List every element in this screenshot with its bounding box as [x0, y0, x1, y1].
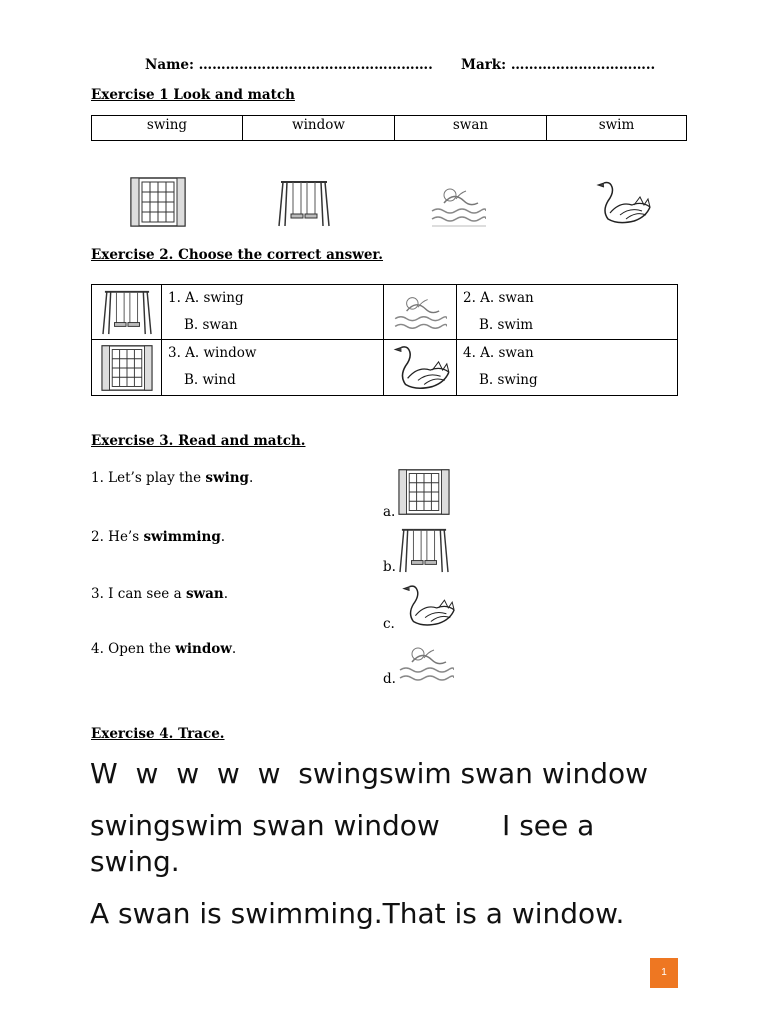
quiz-picture-cell — [384, 340, 457, 396]
word-cell: swan — [395, 116, 547, 141]
swim-icon — [393, 290, 447, 334]
quiz-picture-cell — [92, 340, 162, 396]
sentence-2: 2. He’s swimming. — [91, 529, 226, 545]
trace-line-4: A swan is swimming.That is a window. — [90, 897, 625, 930]
option-label-d: d. — [383, 671, 396, 687]
swim-icon — [430, 181, 486, 227]
option-a[interactable]: 3. A. window — [168, 345, 257, 361]
mark-label: Mark: — [461, 57, 507, 73]
swan-icon — [387, 343, 453, 393]
word-cell: window — [243, 116, 395, 141]
exercise-4-title: Exercise 4. Trace. — [91, 726, 225, 742]
sentence-3: 3. I can see a swan. — [91, 586, 229, 602]
swing-icon[interactable] — [398, 526, 450, 574]
trace-line-2: swingswim swan window I see a — [90, 809, 595, 842]
trace-line-1: W w w w w swingswim swan window — [90, 757, 649, 790]
page-number-badge: 1 — [650, 958, 678, 988]
window-icon[interactable] — [398, 468, 450, 516]
swan-icon — [590, 179, 654, 227]
swan-icon[interactable] — [396, 582, 458, 630]
exercise-1-word-table — [91, 115, 687, 141]
quiz-option-cell[interactable] — [457, 285, 678, 340]
sentence-4: 4. Open the window. — [91, 641, 237, 657]
exercise-2-quiz-table — [91, 284, 678, 396]
name-field[interactable] — [145, 57, 433, 73]
word-cell: swim — [547, 116, 687, 141]
swing-icon — [277, 178, 331, 228]
swing-icon — [100, 288, 154, 336]
option-b[interactable]: B. swim — [479, 317, 534, 333]
quiz-option-cell[interactable] — [457, 340, 678, 396]
option-a[interactable]: 2. A. swan — [463, 290, 534, 306]
window-icon — [101, 344, 153, 392]
option-label-c: c. — [383, 616, 395, 632]
trace-line-3: swing. — [90, 845, 180, 878]
swim-icon[interactable] — [398, 640, 454, 686]
quiz-picture-cell — [92, 285, 162, 340]
window-icon — [130, 176, 186, 228]
name-dots: ……………………………………………. — [198, 57, 433, 73]
exercise-3-title: Exercise 3. Read and match. — [91, 433, 306, 449]
quiz-option-cell[interactable] — [162, 285, 384, 340]
mark-field[interactable] — [461, 57, 655, 73]
exercise-2-title: Exercise 2. Choose the correct answer. — [91, 247, 384, 263]
option-a[interactable]: 4. A. swan — [463, 345, 534, 361]
option-b[interactable]: B. wind — [184, 372, 236, 388]
sentence-1: 1. Let’s play the swing. — [91, 470, 254, 486]
option-b[interactable]: B. swan — [184, 317, 238, 333]
exercise-1-title: Exercise 1 Look and match — [91, 87, 295, 103]
option-label-b: b. — [383, 559, 396, 575]
option-b[interactable]: B. swing — [479, 372, 538, 388]
quiz-picture-cell — [384, 285, 457, 340]
option-label-a: a. — [383, 504, 396, 520]
option-a[interactable]: 1. A. swing — [168, 290, 244, 306]
mark-dots: ………………………….. — [510, 57, 656, 73]
name-label: Name: — [145, 57, 194, 73]
quiz-option-cell[interactable] — [162, 340, 384, 396]
word-cell: swing — [92, 116, 243, 141]
